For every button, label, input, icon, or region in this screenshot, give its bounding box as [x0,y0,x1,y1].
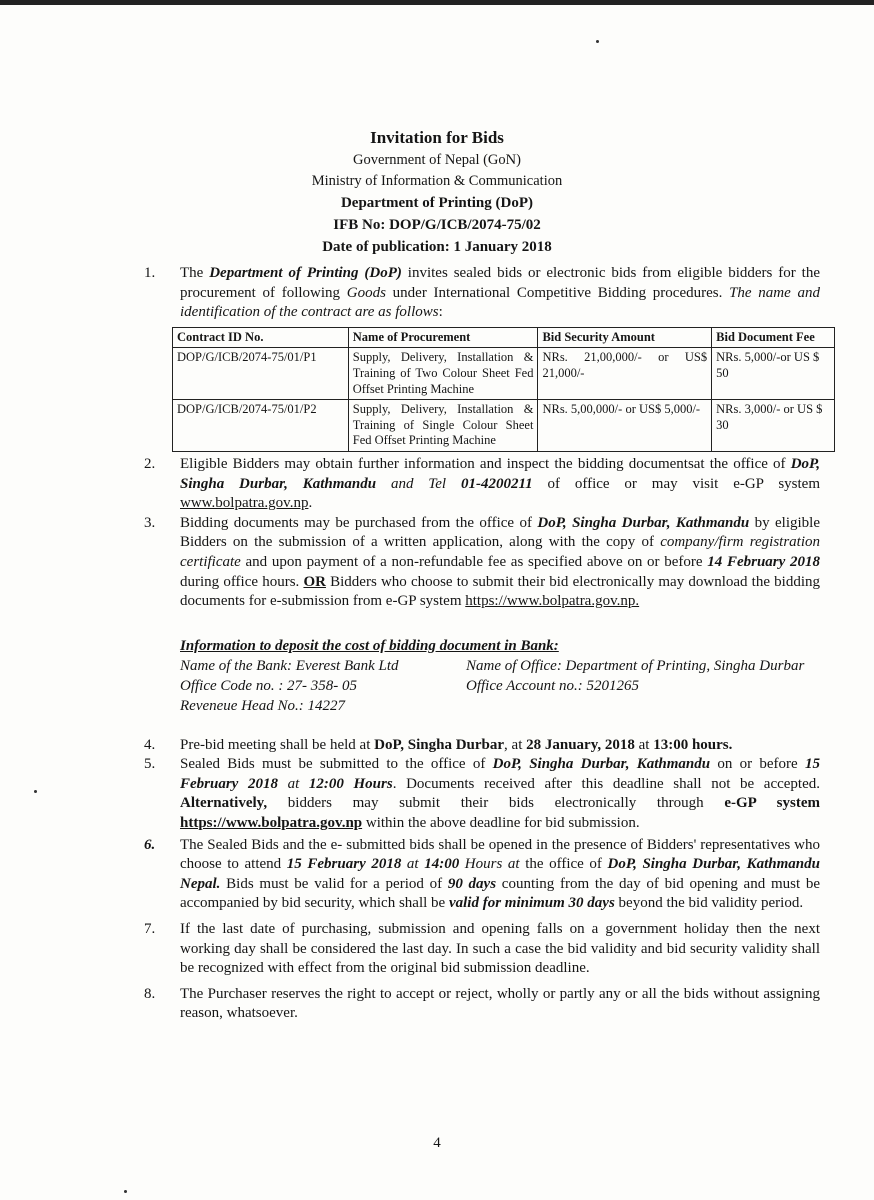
procurement-name: Supply, Delivery, Installation & Training of Single Colour Sheet Fed Offset Printing Machine [348,400,538,452]
clause-number: 3. [144,514,156,531]
contract-id: DOP/G/ICB/2074-75/01/P2 [173,400,349,452]
clause-5: 5. Sealed Bids must be submitted to the office of DoP, Singha Durbar, Kathmandu on or before 15 February 2018 at 12:00 Hours. Documents received after this deadline shall not be accepted. Alternatively, bidders may submit their bids electronically through e-GP system https://www.bolpatra.gov.np within the above deadline for bid submission. [144,756,820,832]
contract-id: DOP/G/ICB/2074-75/01/P1 [173,348,349,400]
scan-speck [596,40,599,43]
clause-4: 4. Pre-bid meeting shall be held at DoP, Singha Durbar, at 28 January, 2018 at 13:00 hours. [140,736,820,756]
column-header: Name of Procurement [348,327,538,348]
scan-speck [124,1190,127,1193]
clause-number: 2. [144,455,156,472]
bid-security: NRs. 21,00,000/- or US$ 21,000/- [538,348,712,400]
table-row [173,400,835,452]
document-header [0,126,874,258]
egp-download-link[interactable]: https://www.bolpatra.gov.np. [465,593,640,610]
revenue-head: Reveneue Head No.: 14227 [180,697,345,714]
document-fee: NRs. 5,000/-or US $ 50 [712,348,835,400]
office-code: Office Code no. : 27- 358- 05 [180,677,358,694]
clause-2: 2. Eligible Bidders may obtain further information and inspect the bidding documentsat the office of DoP, Singha Durbar, Kathmandu and Tel 01-4200211 of office or may visit e-GP system www.bolpatra.gov.np. [144,455,820,512]
clause-number: 1. [144,265,156,281]
bank-info-title: Information to deposit the cost of bidding document in Bank: [180,637,559,654]
document-fee: NRs. 3,000/- or US $ 30 [712,400,835,452]
table-row [173,348,835,400]
procurement-name: Supply, Delivery, Installation & Training of Two Colour Sheet Fed Offset Printing Machine [348,348,538,400]
table-header-row [173,327,835,348]
office-name: Name of Office: Department of Printing, Singha Durbar [466,657,805,674]
procurement-table [172,327,835,452]
scan-speck [34,790,37,793]
government-name: Government of Nepal (GoN) [353,152,521,168]
egp-link[interactable]: www.bolpatra.gov.np [180,495,309,512]
bank-name: Name of the Bank: Everest Bank Ltd [180,657,399,674]
document-title: Invitation for Bids [370,128,504,147]
clause-number: 8. [144,985,156,1002]
office-account: Office Account no.: 5201265 [466,677,640,694]
clause-1: 1. The Department of Printing (DoP) invites sealed bids or electronic bids from eligible bidders for the procurement of following Goods under International Competitive Bidding procedures. The name and identification of the contract are as follows: [144,265,820,321]
page-number: 4 [433,1135,441,1151]
column-header: Bid Document Fee [712,327,835,348]
bank-info [140,636,820,716]
clause-7: 7. If the last date of purchasing, submission and opening falls on a government holiday then the next working day shall be considered the last day. In such a case the bid validity and bid security validity shall be recognized with effect from the original bid submission deadline. [144,921,820,977]
scan-edge [0,0,874,5]
ifb-number: IFB No: DOP/G/ICB/2074-75/02 [333,217,541,233]
ministry-name: Ministry of Information & Communication [311,173,563,189]
clause-number: 5. [144,756,156,773]
bid-security: NRs. 5,00,000/- or US$ 5,000/- [538,400,712,452]
column-header: Bid Security Amount [538,327,712,348]
clause-3: 3. Bidding documents may be purchased from the office of DoP, Singha Durbar, Kathmandu by eligible Bidders on the submission of a written application, along with the copy of company/firm registration certificate and upon payment of a non-refundable fee as specified above on or before 14 February 2018 during office hours. OR Bidders who choose to submit their bid electronically may download the bidding documents for e-submission from e-GP system https://www.bolpatra.gov.np. [144,514,821,610]
clause-8: 8. The Purchaser reserves the right to accept or reject, wholly or partly any or all the bids without assigning reason, whatsoever. [144,985,820,1022]
column-header: Contract ID No. [173,327,349,348]
clause-6: 6. The Sealed Bids and the e- submitted bids shall be opened in the presence of Bidders' representatives who choose to attend 15 February 2018 at 14:00 Hours at the office of DoP, Singha Durbar, Kathmandu Nepal. Bids must be valid for a period of 90 days counting from the day of bid opening and must be accompanied by bid security, which shall be valid for minimum 30 days beyond the bid validity period. [144,836,821,912]
document-body [140,264,823,1024]
clause-number: 6. [144,836,156,853]
clause-number: 4. [144,736,156,753]
department-name: Department of Printing (DoP) [340,195,534,211]
publication-date: Date of publication: 1 January 2018 [322,239,552,255]
clause-number: 7. [144,921,156,938]
egp-submission-link[interactable]: https://www.bolpatra.gov.np [180,815,363,832]
